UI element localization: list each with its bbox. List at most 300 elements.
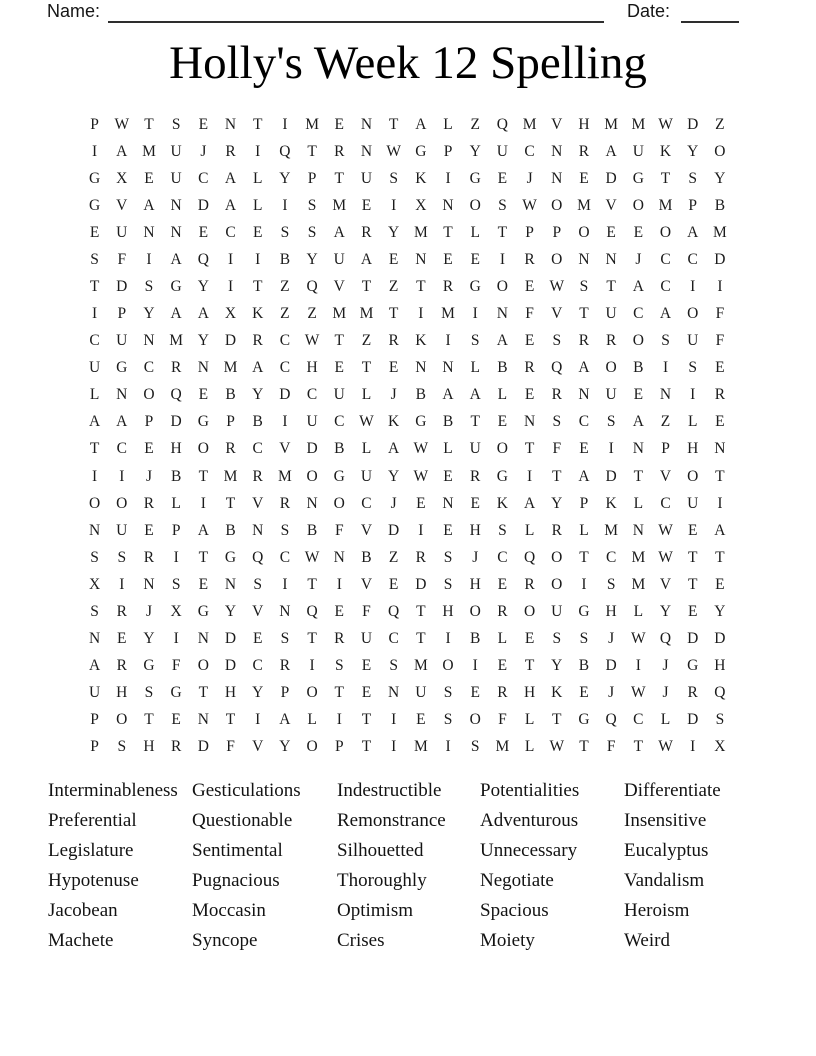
grid-letter: D	[687, 711, 699, 729]
grid-letter: S	[688, 359, 698, 377]
grid-letter: W	[658, 115, 673, 133]
grid-letter: M	[332, 196, 347, 214]
grid-letter: L	[470, 223, 480, 241]
grid-letter: A	[170, 250, 182, 268]
grid-letter: J	[608, 684, 615, 702]
grid-letter: T	[198, 467, 209, 485]
grid-letter: F	[226, 738, 235, 756]
grid-letter: T	[687, 575, 698, 593]
grid-letter: T	[144, 711, 154, 729]
grid-letter: I	[690, 386, 696, 404]
grid-letter: C	[524, 142, 535, 160]
grid-letter: H	[605, 602, 617, 620]
grid-letter: T	[334, 684, 345, 702]
grid-letter: S	[498, 521, 507, 539]
grid-letter: O	[687, 467, 699, 485]
grid-letter: I	[391, 196, 397, 214]
grid-letter: G	[415, 142, 427, 160]
word-item: Spacious	[480, 900, 549, 921]
grid-letter: K	[415, 169, 427, 187]
grid-letter: V	[551, 305, 563, 323]
grid-letter: E	[687, 602, 698, 620]
grid-letter: L	[252, 196, 263, 214]
grid-letter: P	[90, 115, 99, 133]
grid-letter: O	[605, 359, 617, 377]
grid-letter: E	[579, 440, 589, 458]
grid-letter: U	[306, 413, 318, 431]
word-item: Unnecessary	[480, 840, 578, 861]
grid-letter: A	[333, 223, 345, 241]
grid-letter: L	[524, 738, 535, 756]
grid-letter: P	[144, 413, 154, 431]
grid-letter: R	[524, 250, 535, 268]
grid-letter: X	[116, 169, 128, 187]
grid-letter: S	[579, 278, 589, 295]
grid-letter: U	[360, 467, 373, 485]
grid-letter: N	[197, 630, 209, 648]
grid-letter: L	[497, 386, 508, 404]
grid-letter: F	[362, 602, 371, 620]
grid-letter: E	[633, 223, 644, 241]
word-item: Differentiate	[624, 780, 721, 801]
grid-letter: Y	[252, 684, 264, 702]
grid-letter: Y	[252, 386, 264, 404]
grid-letter: O	[714, 142, 726, 160]
grid-letter: W	[359, 413, 374, 431]
grid-letter: J	[662, 684, 669, 702]
grid-letter: E	[470, 684, 480, 702]
grid-letter: U	[116, 223, 128, 241]
grid-letter: R	[252, 332, 263, 350]
grid-letter: T	[443, 223, 453, 241]
grid-letter: V	[252, 494, 264, 512]
grid-letter: I	[717, 278, 723, 295]
grid-letter: A	[170, 305, 182, 323]
grid-letter: B	[252, 413, 263, 431]
grid-letter: Z	[361, 332, 372, 350]
grid-letter: G	[197, 413, 209, 431]
grid-letter: D	[388, 521, 400, 539]
grid-letter: U	[170, 142, 182, 160]
grid-letter: B	[361, 548, 372, 566]
word-list-column	[48, 776, 192, 956]
grid-letter: F	[715, 305, 725, 323]
grid-letter: A	[360, 250, 373, 268]
grid-letter: E	[715, 575, 725, 593]
grid-letter: M	[604, 115, 619, 133]
grid-letter: E	[117, 630, 127, 648]
grid-letter: X	[224, 305, 237, 323]
grid-letter: N	[442, 196, 454, 214]
grid-letter: M	[604, 521, 619, 539]
grid-letter: M	[278, 467, 292, 485]
grid-letter: N	[496, 305, 508, 323]
grid-letter: R	[551, 521, 562, 539]
grid-letter: E	[606, 223, 616, 241]
grid-letter: A	[523, 494, 536, 512]
grid-letter: B	[225, 386, 236, 404]
grid-letter: O	[687, 305, 699, 323]
grid-letter: E	[715, 413, 725, 431]
grid-letter: Y	[197, 332, 209, 350]
word-item: Pugnacious	[192, 870, 280, 891]
grid-letter: I	[146, 250, 152, 268]
grid-letter: N	[143, 223, 155, 241]
grid-letter: S	[117, 738, 127, 756]
grid-letter: D	[197, 196, 209, 214]
grid-letter: O	[306, 738, 318, 756]
grid-letter: E	[687, 521, 698, 539]
grid-letter: D	[306, 440, 318, 458]
grid-letter: S	[307, 223, 317, 241]
grid-letter: V	[360, 521, 373, 539]
grid-letter: S	[443, 711, 453, 729]
grid-letter: E	[334, 359, 345, 377]
grid-letter: P	[90, 711, 99, 729]
grid-letter: U	[116, 521, 128, 539]
grid-letter: Z	[388, 278, 399, 295]
grid-letter: P	[525, 223, 534, 241]
grid-letter: I	[391, 711, 397, 729]
date-blank-line	[681, 6, 739, 23]
grid-letter: E	[633, 386, 644, 404]
grid-letter: T	[334, 169, 345, 187]
grid-letter: C	[660, 494, 671, 512]
grid-letter: Z	[307, 305, 317, 323]
grid-letter: R	[687, 684, 698, 702]
word-item: Hypotenuse	[48, 870, 139, 891]
grid-letter: N	[523, 413, 536, 431]
grid-letter: S	[280, 630, 290, 648]
grid-letter: N	[388, 684, 400, 702]
grid-letter: D	[415, 575, 427, 593]
grid-letter: P	[334, 738, 344, 756]
grid-letter: E	[361, 684, 372, 702]
grid-letter: N	[197, 359, 209, 377]
grid-letter: N	[252, 521, 264, 539]
grid-letter: M	[658, 196, 673, 214]
grid-letter: H	[306, 359, 318, 377]
grid-letter: L	[633, 494, 644, 512]
grid-letter: T	[89, 440, 100, 458]
grid-letter: S	[389, 169, 398, 187]
word-item: Legislature	[48, 840, 134, 861]
grid-letter: E	[524, 332, 535, 350]
grid-letter: Y	[224, 602, 237, 620]
grid-letter: G	[170, 684, 182, 702]
grid-letter: E	[334, 602, 345, 620]
word-item: Eucalyptus	[624, 840, 709, 861]
grid-letter: D	[197, 738, 209, 756]
grid-letter: L	[89, 386, 100, 404]
grid-letter: I	[282, 115, 288, 133]
grid-letter: I	[418, 521, 424, 539]
grid-letter: I	[581, 575, 587, 593]
grid-letter: C	[225, 223, 236, 241]
grid-letter: X	[170, 602, 182, 620]
grid-letter: J	[608, 630, 615, 648]
grid-letter: N	[442, 359, 454, 377]
grid-letter: I	[255, 250, 261, 268]
grid-letter: T	[497, 223, 508, 241]
grid-letter: A	[279, 711, 291, 729]
grid-letter: N	[551, 142, 563, 160]
grid-letter: S	[280, 521, 290, 539]
grid-letter: C	[279, 359, 291, 377]
grid-letter: O	[578, 223, 590, 241]
grid-letter: M	[631, 548, 646, 566]
grid-letter: C	[116, 440, 127, 458]
grid-letter: U	[551, 602, 563, 620]
grid-letter: L	[443, 440, 453, 458]
grid-letter: G	[578, 602, 590, 620]
grid-letter: M	[223, 359, 238, 377]
grid-letter: Y	[143, 305, 155, 323]
grid-letter: R	[497, 602, 508, 620]
word-item: Indestructible	[337, 780, 442, 801]
grid-letter: M	[413, 657, 428, 675]
grid-letter: R	[361, 223, 372, 241]
grid-letter: R	[605, 332, 617, 350]
grid-letter: U	[360, 630, 373, 648]
grid-letter: A	[632, 278, 644, 295]
grid-letter: E	[252, 223, 263, 241]
grid-letter: E	[497, 657, 508, 675]
grid-letter: E	[443, 250, 453, 268]
grid-letter: I	[472, 305, 478, 323]
grid-letter: C	[361, 494, 372, 512]
grid-letter: R	[170, 738, 182, 756]
grid-letter: C	[279, 332, 291, 350]
grid-letter: N	[605, 250, 617, 268]
grid-letter: F	[606, 738, 616, 756]
grid-letter: S	[443, 575, 453, 593]
grid-letter: I	[119, 467, 125, 485]
grid-letter: W	[658, 548, 673, 566]
grid-letter: R	[497, 684, 508, 702]
grid-letter: I	[445, 332, 451, 350]
grid-letter: M	[522, 115, 537, 133]
grid-letter: Q	[170, 386, 182, 404]
grid-letter: W	[631, 684, 646, 702]
grid-letter: K	[659, 142, 672, 160]
grid-letter: T	[633, 467, 644, 485]
grid-letter: E	[470, 494, 480, 512]
grid-letter: B	[170, 467, 182, 485]
grid-letter: S	[144, 684, 154, 702]
grid-letter: L	[497, 630, 508, 648]
grid-letter: I	[635, 657, 641, 675]
grid-letter: N	[170, 196, 182, 214]
grid-letter: Q	[279, 142, 291, 160]
grid-letter: C	[633, 711, 644, 729]
grid-letter: H	[469, 575, 481, 593]
grid-letter: J	[390, 386, 397, 404]
grid-letter: L	[524, 711, 535, 729]
grid-letter: J	[526, 169, 533, 187]
grid-letter: R	[442, 278, 454, 295]
grid-letter: X	[415, 196, 427, 214]
grid-letter: U	[116, 332, 128, 350]
grid-letter: T	[361, 738, 372, 756]
grid-letter: E	[497, 413, 508, 431]
word-item: Sentimental	[192, 840, 283, 861]
word-item: Moccasin	[192, 900, 266, 921]
grid-letter: V	[252, 602, 264, 620]
grid-letter: R	[225, 142, 236, 160]
grid-letter: S	[498, 196, 507, 214]
grid-letter: E	[198, 386, 209, 404]
grid-letter: U	[687, 332, 699, 350]
word-list-column	[337, 776, 480, 956]
grid-letter: L	[443, 115, 453, 133]
grid-letter: R	[524, 359, 535, 377]
grid-letter: O	[632, 332, 644, 350]
grid-letter: S	[715, 711, 725, 729]
word-item: Machete	[48, 930, 114, 951]
grid-letter: T	[416, 630, 426, 648]
grid-letter: O	[469, 196, 481, 214]
grid-letter: C	[252, 440, 263, 458]
grid-letter: D	[687, 630, 699, 648]
grid-letter: C	[660, 278, 671, 295]
grid-letter: H	[714, 657, 726, 675]
grid-letter: R	[143, 494, 155, 512]
word-item: Thoroughly	[337, 870, 427, 891]
grid-letter: I	[662, 359, 669, 377]
grid-letter: G	[469, 278, 481, 295]
grid-letter: C	[143, 359, 155, 377]
grid-letter: O	[523, 602, 536, 620]
grid-letter: G	[197, 602, 209, 620]
grid-letter: B	[225, 521, 236, 539]
grid-letter: M	[631, 575, 646, 593]
grid-letter: D	[170, 413, 182, 431]
grid-letter: Y	[279, 738, 291, 756]
grid-letter: E	[361, 657, 372, 675]
grid-letter: O	[333, 494, 345, 512]
grid-letter: J	[390, 494, 397, 512]
grid-letter: M	[332, 305, 347, 323]
grid-letter: V	[659, 575, 672, 593]
grid-letter: T	[334, 332, 345, 350]
grid-letter: I	[173, 630, 179, 648]
grid-letter: A	[442, 386, 454, 404]
grid-letter: M	[441, 305, 455, 323]
grid-letter: Q	[306, 278, 318, 295]
grid-letter: I	[418, 305, 424, 323]
grid-letter: U	[687, 494, 699, 512]
grid-letter: S	[171, 575, 181, 593]
grid-letter: T	[579, 738, 589, 756]
grid-letter: A	[687, 223, 699, 241]
grid-letter: N	[578, 386, 590, 404]
grid-letter: T	[524, 440, 535, 458]
grid-letter: T	[416, 602, 426, 620]
grid-letter: N	[224, 115, 237, 133]
grid-letter: A	[88, 413, 101, 431]
grid-letter: Q	[659, 630, 672, 648]
grid-letter: M	[413, 738, 428, 756]
grid-letter: W	[114, 115, 130, 133]
grid-letter: A	[197, 305, 209, 323]
grid-letter: Y	[551, 494, 563, 512]
word-list-column	[624, 776, 778, 956]
grid-letter: G	[469, 169, 481, 187]
grid-letter: B	[497, 359, 508, 377]
grid-letter: A	[415, 115, 427, 133]
grid-letter: O	[306, 684, 318, 702]
grid-letter: Y	[279, 169, 291, 187]
grid-letter: I	[282, 413, 288, 431]
grid-letter: E	[715, 359, 725, 377]
grid-letter: J	[662, 657, 669, 675]
grid-letter: D	[687, 115, 699, 133]
grid-letter: G	[88, 169, 101, 187]
grid-letter: E	[171, 711, 181, 729]
grid-letter: L	[361, 386, 372, 404]
grid-letter: E	[524, 278, 535, 295]
grid-letter: U	[496, 142, 508, 160]
grid-letter: T	[361, 359, 372, 377]
word-item: Remonstrance	[337, 810, 446, 831]
grid-letter: G	[496, 467, 508, 485]
grid-letter: R	[415, 548, 427, 566]
grid-letter: W	[522, 196, 537, 214]
grid-letter: S	[443, 548, 453, 566]
grid-letter: U	[360, 169, 373, 187]
word-item: Silhouetted	[337, 840, 424, 861]
grid-letter: H	[224, 684, 237, 702]
grid-letter: J	[145, 602, 152, 620]
grid-letter: P	[579, 494, 589, 512]
grid-letter: N	[306, 494, 318, 512]
grid-letter: I	[200, 494, 206, 512]
grid-letter: S	[144, 278, 154, 295]
grid-letter: L	[579, 521, 589, 539]
grid-letter: C	[89, 332, 100, 350]
grid-letter: T	[307, 142, 317, 160]
grid-letter: T	[198, 548, 209, 566]
grid-letter: Y	[714, 602, 726, 620]
grid-letter: Q	[306, 602, 318, 620]
grid-letter: C	[252, 657, 263, 675]
grid-letter: Y	[687, 142, 699, 160]
grid-letter: A	[143, 196, 155, 214]
grid-letter: H	[170, 440, 182, 458]
grid-letter: N	[632, 440, 644, 458]
grid-letter: O	[197, 440, 209, 458]
grid-letter: E	[443, 521, 453, 539]
grid-letter: I	[608, 440, 614, 458]
grid-letter: S	[470, 332, 480, 350]
grid-letter: C	[578, 413, 590, 431]
grid-letter: I	[690, 738, 696, 756]
grid-letter: E	[497, 575, 508, 593]
grid-letter: G	[170, 278, 182, 295]
grid-letter: S	[443, 684, 453, 702]
grid-letter: C	[605, 548, 617, 566]
grid-letter: I	[690, 278, 696, 295]
grid-letter: A	[605, 142, 617, 160]
grid-letter: G	[687, 657, 699, 675]
grid-letter: M	[631, 115, 646, 133]
grid-letter: B	[442, 413, 454, 431]
grid-letter: N	[116, 386, 128, 404]
grid-letter: E	[198, 115, 209, 133]
word-item: Heroism	[624, 900, 690, 921]
grid-letter: E	[470, 250, 480, 268]
